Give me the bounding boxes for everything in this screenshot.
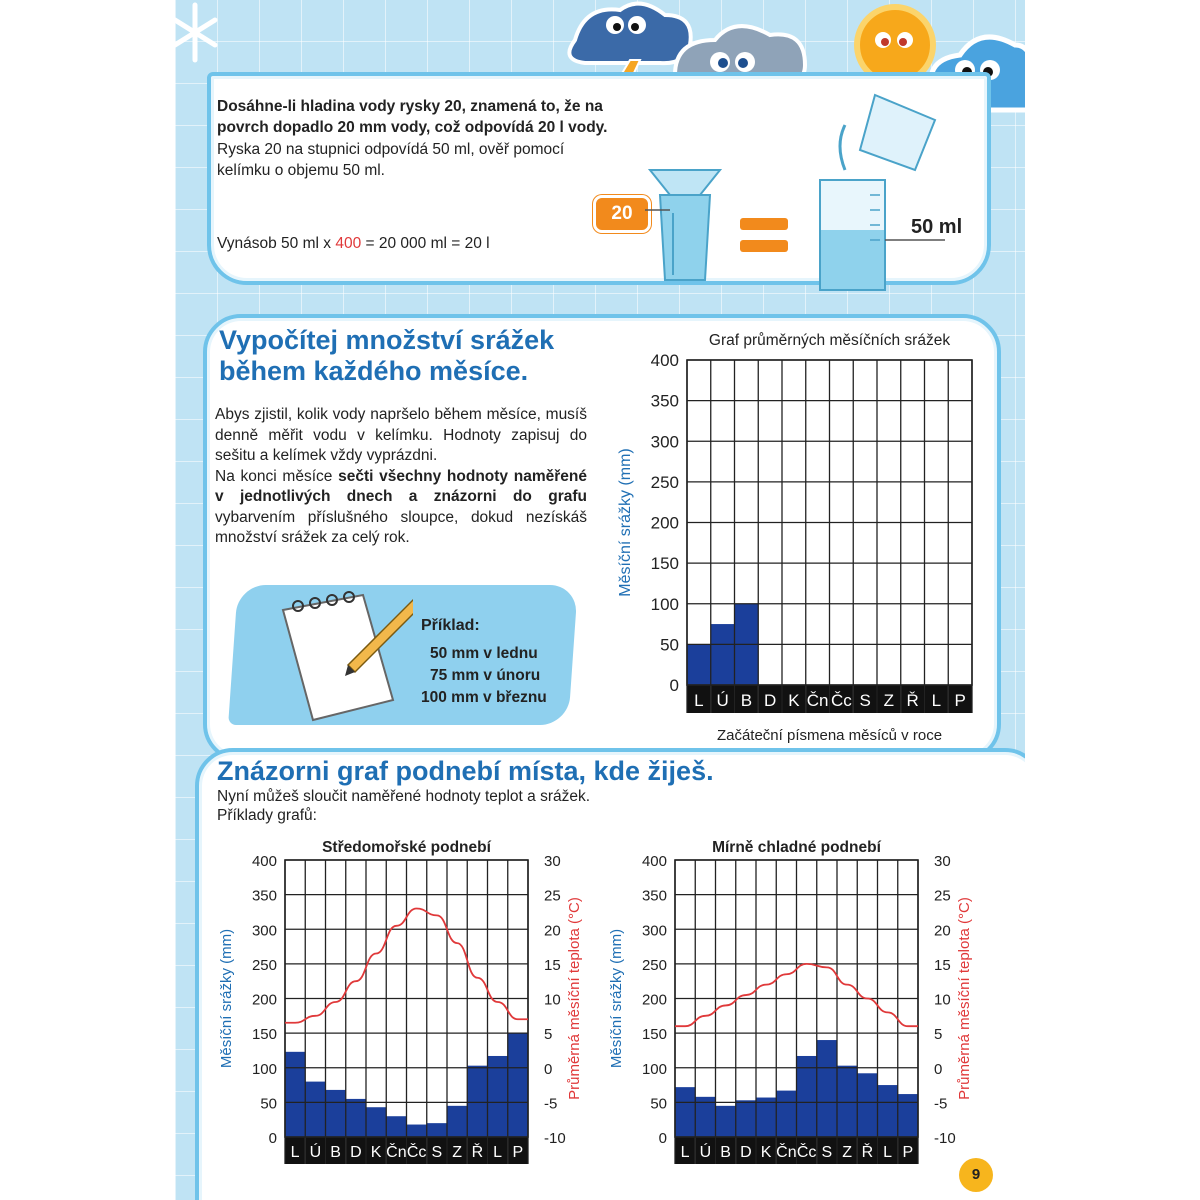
category-label: P xyxy=(512,1144,524,1161)
y-axis-label: Měsíční srážky (mm) xyxy=(617,448,634,597)
y-tick-label: 150 xyxy=(251,1026,277,1044)
y-tick-label: 200 xyxy=(641,991,667,1009)
category-label: K xyxy=(760,1144,772,1161)
y-tick-label: 100 xyxy=(251,1060,277,1078)
y-tick-label: 400 xyxy=(650,351,679,370)
equals-icon xyxy=(740,218,788,252)
notepad-pencil-icon xyxy=(253,590,413,725)
category-label: Ú xyxy=(716,691,729,710)
section1-title-line1: Vypočítej množství srážek xyxy=(219,325,555,355)
y-tick-label: 0 xyxy=(669,676,679,695)
badge-20: 20 xyxy=(593,195,651,233)
category-label: Z xyxy=(452,1144,463,1161)
y-tick-label: 0 xyxy=(658,1130,667,1147)
funnel-cup-icon xyxy=(650,170,720,280)
bar-8 xyxy=(427,1123,447,1137)
category-label: D xyxy=(740,1144,752,1161)
section1-paragraph xyxy=(215,405,587,549)
y2-tick-label: 15 xyxy=(544,956,561,974)
category-label: D xyxy=(350,1144,362,1161)
y2-axis-label: Průměrná měsíční teplota (°C) xyxy=(566,897,583,1100)
y2-tick-label: 5 xyxy=(934,1026,943,1044)
bar-11 xyxy=(878,1085,898,1137)
y-tick-label: 300 xyxy=(641,922,667,940)
bar-4 xyxy=(736,1100,756,1137)
y-tick-label: 150 xyxy=(650,554,679,574)
y2-tick-label: 0 xyxy=(544,1060,553,1078)
y2-axis-label: Průměrná měsíční teplota (°C) xyxy=(956,897,973,1100)
y2-tick-label: -5 xyxy=(934,1095,948,1113)
category-label: P xyxy=(902,1144,914,1161)
y-tick-label: 100 xyxy=(650,594,679,614)
top-line-1: Ryska 20 na stupnici odpovídá 50 ml, ověř pomocí xyxy=(217,141,565,158)
category-label: B xyxy=(330,1144,341,1161)
y-tick-label: 0 xyxy=(268,1130,277,1147)
y2-tick-label: 25 xyxy=(544,887,561,905)
bar-1 xyxy=(285,1052,305,1137)
y-tick-label: 300 xyxy=(251,922,277,940)
category-label: K xyxy=(788,691,800,710)
category-label: Čc xyxy=(796,1144,817,1161)
chart-title: Středomořské podnebí xyxy=(322,839,491,856)
y2-tick-label: -5 xyxy=(544,1095,558,1113)
y-tick-label: 400 xyxy=(251,853,277,870)
y-tick-label: 50 xyxy=(650,1095,667,1113)
category-label: Ř xyxy=(906,691,919,710)
y-tick-label: 50 xyxy=(660,635,679,655)
example-line-2: 75 mm v únoru xyxy=(430,667,541,684)
chart-title: Mírně chladné podnebí xyxy=(712,839,881,856)
bar-9 xyxy=(447,1106,467,1137)
category-label: L xyxy=(493,1144,503,1161)
y-tick-label: 200 xyxy=(251,991,277,1009)
y-tick-label: 300 xyxy=(650,432,679,452)
bar-2 xyxy=(711,624,735,685)
volume-label: 50 ml xyxy=(911,216,963,238)
y-tick-label: 400 xyxy=(641,853,667,870)
bar-3 xyxy=(716,1106,736,1137)
category-label: L xyxy=(694,691,704,710)
snowflake-icon xyxy=(175,5,215,60)
category-label: B xyxy=(720,1144,731,1161)
pouring-cup-icon xyxy=(840,95,935,170)
section1-title-line2: během každého měsíce. xyxy=(219,356,529,386)
category-label: P xyxy=(954,691,966,710)
bar-5 xyxy=(366,1107,386,1137)
x-axis-label: Začáteční písmena měsíců v roce xyxy=(716,727,943,744)
section1-p2c: vybarvením příslušného sloupce, dokud nezískáš množství srážek za celý rok. xyxy=(215,508,587,546)
top-bold-text: Dosáhne-li hladina vody rysky 20, znamená to, že na povrch dopadlo 20 mm vody, což odpovídá 20 l vody. xyxy=(217,98,608,136)
y-tick-label: 350 xyxy=(641,887,667,905)
section2-line-2: Příklady grafů: xyxy=(217,807,317,824)
y2-tick-label: 20 xyxy=(934,922,951,940)
category-label: Čn xyxy=(806,691,829,710)
category-label: D xyxy=(763,691,777,710)
chart-average-monthly-precipitation xyxy=(605,325,990,750)
y-tick-label: 250 xyxy=(641,956,667,974)
category-label: Ú xyxy=(309,1144,322,1161)
bar-12 xyxy=(508,1033,528,1137)
category-label: L xyxy=(883,1144,893,1161)
y-tick-label: 350 xyxy=(650,391,679,411)
top-line-2: kelímku o objemu 50 ml. xyxy=(217,162,385,179)
bar-10 xyxy=(857,1073,877,1137)
category-label: Ú xyxy=(699,1144,712,1161)
example-line-3: 100 mm v březnu xyxy=(421,689,547,706)
y-tick-label: 350 xyxy=(251,887,277,905)
page-number-badge xyxy=(959,1158,993,1192)
bar-6 xyxy=(386,1116,406,1137)
category-label: Čc xyxy=(830,691,852,710)
y2-tick-label: 30 xyxy=(544,853,561,870)
cup-illustration xyxy=(645,85,975,300)
y2-tick-label: 10 xyxy=(934,991,951,1009)
section1-p1: Abys zjistil, kolik vody napršelo během měsíce, musíš denně měřit vodu v kelímku. Hodnoty zapisuj do sešitu a kelímek vždy vyprázdni. xyxy=(215,406,587,464)
example-line-1: 50 mm v lednu xyxy=(430,645,538,662)
multiply-text: Vynásob 50 ml x 400 = 20 000 ml = 20 l xyxy=(217,235,490,252)
bar-6 xyxy=(776,1091,796,1137)
y2-tick-label: 30 xyxy=(934,853,951,870)
y-tick-label: 50 xyxy=(260,1095,277,1113)
section2-line-1: Nyní můžeš sloučit naměřené hodnoty teplot a srážek. xyxy=(217,788,591,805)
workbook-page xyxy=(175,0,1025,1200)
y2-tick-label: 25 xyxy=(934,887,951,905)
measuring-cup-icon xyxy=(820,180,885,290)
bar-3 xyxy=(326,1090,346,1137)
category-label: L xyxy=(290,1144,300,1161)
bar-1 xyxy=(687,644,711,685)
y-tick-label: 250 xyxy=(251,956,277,974)
category-label: Čn xyxy=(386,1144,407,1161)
y-axis-label: Měsíční srážky (mm) xyxy=(608,928,625,1069)
y-axis-label: Měsíční srážky (mm) xyxy=(218,928,235,1069)
category-label: K xyxy=(370,1144,382,1161)
category-label: Ř xyxy=(861,1144,874,1161)
example-title: Příklad: xyxy=(421,617,480,634)
chart-mediterranean-climate xyxy=(215,830,600,1170)
page-number: 9 xyxy=(971,1166,981,1183)
category-label: B xyxy=(740,691,753,710)
y2-tick-label: 15 xyxy=(934,956,951,974)
category-label: Čn xyxy=(776,1144,797,1161)
bar-2 xyxy=(305,1082,325,1137)
y2-tick-label: 0 xyxy=(934,1060,943,1078)
y-tick-label: 250 xyxy=(650,472,679,492)
bar-1 xyxy=(675,1087,695,1137)
bar-10 xyxy=(467,1066,487,1137)
category-label: Ř xyxy=(471,1144,484,1161)
y-tick-label: 150 xyxy=(641,1026,667,1044)
y-tick-label: 100 xyxy=(641,1060,667,1078)
category-label: Z xyxy=(842,1144,853,1161)
y2-tick-label: 10 xyxy=(544,991,561,1009)
chart-mild-cold-climate xyxy=(605,830,990,1170)
bar-7 xyxy=(407,1125,427,1137)
y2-tick-label: -10 xyxy=(544,1130,566,1147)
category-label: L xyxy=(931,691,942,710)
bar-4 xyxy=(346,1099,366,1137)
category-label: S xyxy=(859,691,871,710)
category-label: S xyxy=(821,1144,833,1161)
section2-title: Znázorni graf podnebí místa, kde žiješ. xyxy=(217,756,714,786)
y2-tick-label: 5 xyxy=(544,1026,553,1044)
bar-9 xyxy=(837,1066,857,1137)
bar-12 xyxy=(898,1094,918,1137)
section1-p2a: Na konci měsíce xyxy=(215,467,339,485)
section1-p2b: sečti všechny hodnoty naměřené v jednotlivých dnech a znázorni do grafu xyxy=(215,467,587,505)
category-label: S xyxy=(431,1144,443,1161)
bar-8 xyxy=(817,1040,837,1137)
y2-tick-label: -10 xyxy=(934,1130,956,1147)
y-tick-label: 200 xyxy=(650,513,679,533)
multiply-factor: 400 xyxy=(335,235,362,252)
bar-5 xyxy=(756,1098,776,1137)
category-label: Čc xyxy=(406,1144,427,1161)
category-label: L xyxy=(680,1144,690,1161)
category-label: Z xyxy=(883,691,895,710)
y2-tick-label: 20 xyxy=(544,922,561,940)
chart-title: Graf průměrných měsíčních srážek xyxy=(708,332,951,349)
